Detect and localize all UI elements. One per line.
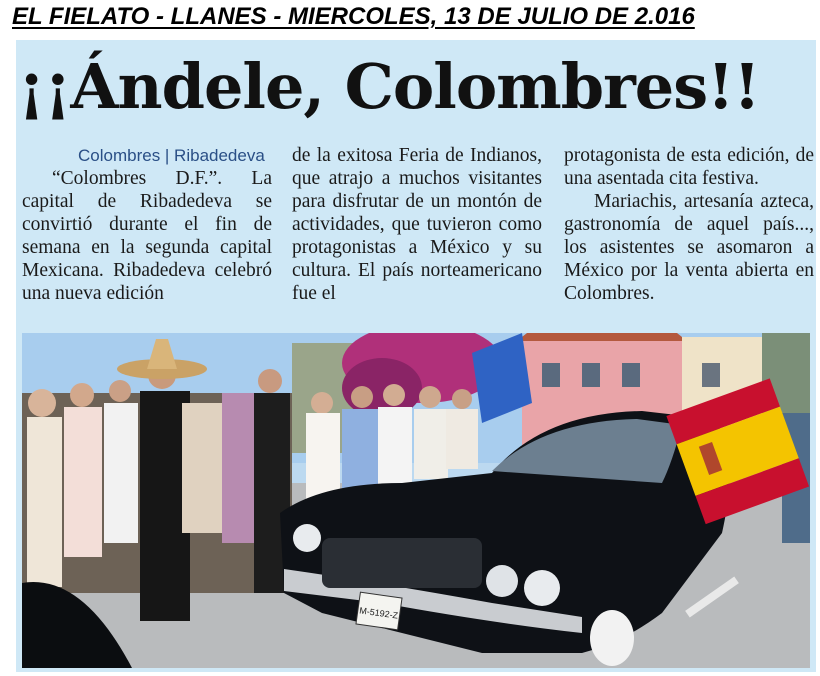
article-text-3a: protagonista de esta edición, de una asentada cita festiva. [564,145,814,189]
newspaper-masthead: EL FIELATO - LLANES - MIERCOLES, 13 DE JULIO DE 2.016 [12,3,695,30]
article-column-2 [292,144,542,305]
article-text-2: de la exitosa Feria de Indianos, que atrajo a muchos visitantes para disfrutar de un montón de actividades, que tuvieron como protagonistas a México y su cultura. El país norteamericano fue el [292,145,542,304]
article-byline: Colombres | Ribadedeva [78,146,265,165]
article-headline: ¡¡Ándele, Colombres!! [18,50,760,123]
article-photo [22,333,810,668]
article-clipping [16,40,816,672]
license-plate-text: M-5192-Z [358,605,399,621]
article-column-3 [564,144,814,305]
article-text-1: “Colombres D.F.”. La capital de Ribadedeva se convirtió durante el fin de semana en la segunda capital Mexicana. Ribadedeva celebró una nueva edición [22,168,272,304]
article-column-1 [22,144,272,305]
photo-scene [22,333,810,668]
article-text-3b: Mariachis, artesanía azteca, gastronomía de aquel país..., los asistentes se asomaron a México por la venta abierta en Colombres. [564,191,814,304]
